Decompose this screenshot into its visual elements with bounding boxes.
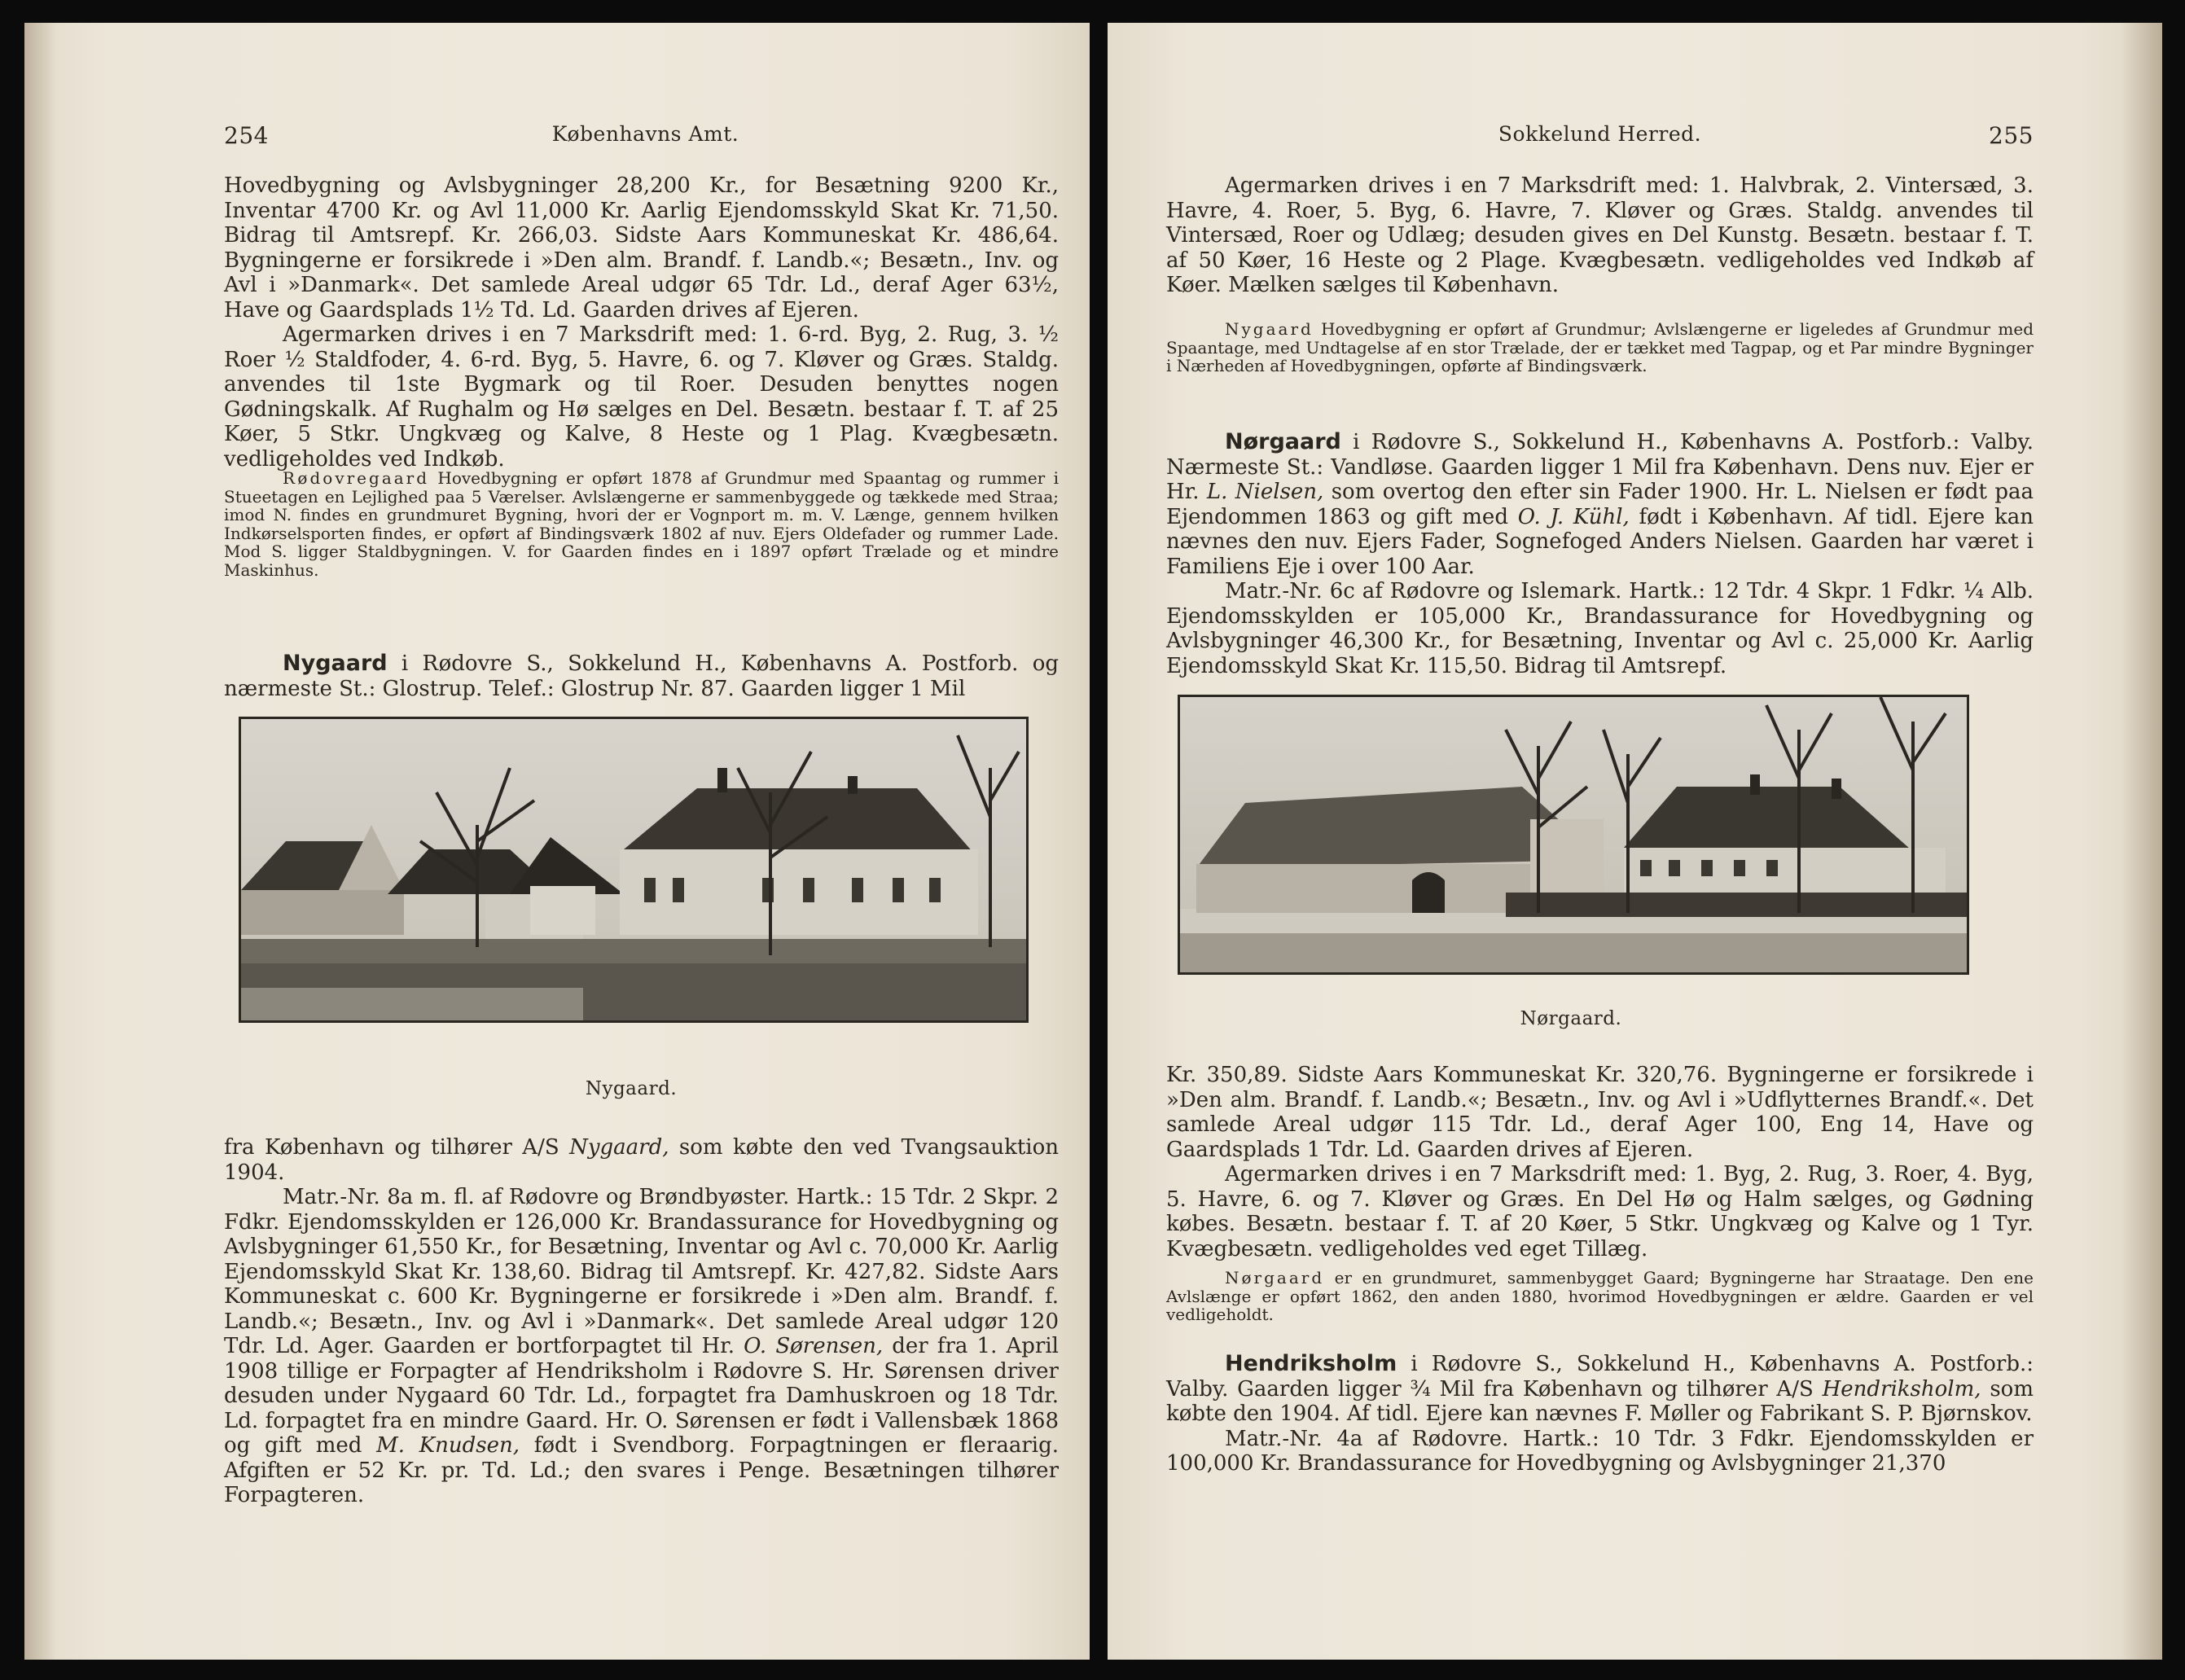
small-text: er en grundmuret, sammenbygget Gaard; Bygningerne har Straatage. Den ene Avlslænge er opført 1862, den anden 1880, hvorimod Hovedbygningen er ældre. Gaarden er vel vedligeholdt. bbox=[1166, 1268, 2034, 1324]
entry-heading-norgaard: Nørgaard bbox=[1225, 429, 1341, 454]
paragraph: Hovedbygning og Avlsbygninger 28,200 Kr., for Besætning 9200 Kr., Inventar 4700 Kr. og Avl 11,000 Kr. Aarlig Ejendomsskyld Skat Kr. 71,50. Bidrag til Amtsrepf. Kr. 266,03. Sidste Aars Kommuneskat Kr. 486,64. Bygningerne er forsikrede i »Den alm. Brandf. f. Landb.«; Besætn., Inv. og Avl i »Danmark«. Det samlede Areal udgør 65 Tdr. Ld., deraf Ager 63½, Have og Gaardsplads 1½ Td. Ld. Gaarden drives af Ejeren. bbox=[224, 173, 1059, 322]
norgaard-photo-illustration bbox=[1180, 697, 1967, 972]
text-run: født i København. Af tidl. Ejere kan nævnes den nuv. Ejers Fader, Sognefoged Anders Nielsen. Gaarden har været i Familiens Eje i over 100 Aar. bbox=[1166, 504, 2034, 579]
paragraph bbox=[1166, 1352, 2034, 1427]
small-text: Hovedbygning er opført af Grundmur; Avlslængerne er ligeledes af Grundmur med Spaantage, med Undtagelse af en stor Trælade, der er tækket med Tagpap, og et Par mindre Bygninger i Nærheden af Hovedbygningen, opførte af Bindingsværk. bbox=[1166, 319, 2034, 375]
right-text-block-2 bbox=[1166, 1063, 2034, 1261]
owner-name: Nygaard, bbox=[569, 1135, 669, 1160]
left-running-header bbox=[224, 122, 1067, 155]
paragraph bbox=[224, 1135, 1059, 1185]
small-paragraph bbox=[1166, 1269, 2034, 1324]
text-run: som overtog den efter sin Fader 1900. Hr. L. Nielsen er født paa Ejendommen 1863 og gift med bbox=[1166, 480, 2034, 529]
page-edge-shade bbox=[2121, 23, 2162, 1660]
small-paragraph bbox=[1166, 320, 2034, 375]
tenant-name: O. Sørensen, bbox=[744, 1334, 884, 1358]
small-lead: Nørgaard bbox=[1225, 1268, 1325, 1287]
nygaard-photo-caption: Nygaard. bbox=[585, 1078, 678, 1099]
paragraph: Agermarken drives i en 7 Marksdrift med: 1. 6-rd. Byg, 2. Rug, 3. ½ Roer ½ Staldfoder, 4. 6-rd. Byg, 5. Havre, 6. og 7. Kløver og Græs. Staldg. anvendes til 1ste Bygmark og til Roer. Desuden benyttes nogen Gødningskalk. Af Rughalm og Hø sælges en Del. Besætn. bestaar f. T. af 25 Køer, 5 Stkr. Ungkvæg og Kalve, 8 Heste og 1 Plag. Kvægbesætn. vedligeholdes ved Indkøb. bbox=[224, 322, 1059, 472]
text-run: fra København og tilhører A/S bbox=[224, 1135, 570, 1160]
paragraph bbox=[1166, 430, 2034, 579]
text-run: som købte den ved Tvangsauktion 1904. bbox=[224, 1135, 1059, 1185]
left-nygaard-entry bbox=[224, 651, 1059, 701]
right-page bbox=[1108, 23, 2162, 1660]
paragraph bbox=[224, 1185, 1059, 1508]
small-lead: Nygaard bbox=[1225, 319, 1314, 339]
text-run: i Rødovre S., Sokkelund H., Københavns A. Postforb.: Valby. Gaarden ligger ¾ Mil fra København og tilhører A/S bbox=[1166, 1352, 2034, 1401]
spouse-name: M. Knudsen, bbox=[376, 1433, 520, 1458]
left-page bbox=[24, 23, 1090, 1660]
small-paragraph bbox=[224, 469, 1059, 579]
nygaard-photo-illustration bbox=[241, 719, 1026, 1020]
owner-name: Hendriksholm, bbox=[1822, 1376, 1981, 1401]
left-running-head: Københavns Amt. bbox=[551, 122, 739, 146]
paragraph: Matr.-Nr. 6c af Rødovre og Islemark. Hartk.: 12 Tdr. 4 Skpr. 1 Fdkr. ¼ Alb. Ejendomsskylden er 105,000 Kr., Brandassurance for Hovedbygning og Avlsbygninger 46,300 Kr., for Besætning, Inventar og Avl c. 25,000 Kr. Aarlig Ejendomsskyld Skat Kr. 115,50. Bidrag til Amtsrepf. bbox=[1166, 579, 2034, 678]
right-page-number: 255 bbox=[1989, 122, 2034, 149]
right-small-note-1 bbox=[1166, 320, 2034, 375]
text-run: født i Svendborg. Forpagtningen er fleraarig. Afgiften er 52 Kr. pr. Td. Ld.; den svares i Penge. Besætningen tilhører Forpagteren. bbox=[224, 1433, 1060, 1507]
norgaard-photo bbox=[1178, 695, 1969, 975]
spouse-name: O. J. Kühl, bbox=[1517, 504, 1630, 529]
paragraph: Matr.-Nr. 4a af Rødovre. Hartk.: 10 Tdr. 3 Fdkr. Ejendomsskylden er 100,000 Kr. Brandassurance for Hovedbygning og Avlsbygninger 21,370 bbox=[1166, 1426, 2034, 1476]
right-text-block-1 bbox=[1166, 173, 2034, 298]
right-running-head: Sokkelund Herred. bbox=[1498, 122, 1702, 146]
nygaard-photo bbox=[239, 717, 1029, 1023]
right-small-note-2 bbox=[1166, 1269, 2034, 1324]
owner-name: L. Nielsen, bbox=[1206, 480, 1324, 504]
left-small-note bbox=[224, 469, 1059, 579]
small-lead: Rødovregaard bbox=[283, 468, 430, 488]
entry-heading-nygaard: Nygaard bbox=[283, 651, 388, 676]
paragraph: Agermarken drives i en 7 Marksdrift med: 1. Byg, 2. Rug, 3. Roer, 4. Byg, 5. Havre, 6. og 7. Kløver og Græs. En Del Hø og Halm sælges, og Gødning købes. Besætn. bestaar f. T. af 20 Køer, 5 Stkr. Ungkvæg og Kalve og 1 Tyr. Kvægbesætn. vedligeholdes ved eget Tillæg. bbox=[1166, 1162, 2034, 1261]
left-text-block-2 bbox=[224, 1135, 1059, 1508]
small-text: Hovedbygning er opført 1878 af Grundmur med Spaantag og rummer i Stueetagen en Lejlighed paa 5 Værelser. Avlslængerne er sammenbyggede og tækkede med Straa; imod N. findes en grundmuret Bygning, hvori der er Vognport m. m. V. Længe, gennem hvilken Indkørselsporten findes, er opført af Bindingsværk 1802 af nuv. Ejers Oldefader og rummer Lade. Mod S. ligger Staldbygningen. V. for Gaarden findes en i 1897 opført Trælade og et mindre Maskinhus. bbox=[224, 468, 1059, 580]
entry-intro: i Rødovre S., Sokkelund H., Københavns A. Postforb. og nærmeste St.: Glostrup. Telef.: Glostrup Nr. 87. Gaarden ligger 1 Mil bbox=[224, 651, 1059, 701]
right-running-header bbox=[1166, 122, 2034, 155]
page-edge-shade bbox=[24, 23, 57, 1660]
text-run: der fra 1. April 1908 tillige er Forpagter af Hendriksholm i Rødovre S. Hr. Sørensen driver desuden under Nygaard 60 Tdr. Ld., forpagtet fra Damhuskroen og 18 Tdr. Ld. forpagtet fra en mindre Gaard. Hr. O. Sørensen er født i Vallensbæk 1868 og gift med bbox=[224, 1334, 1059, 1458]
right-hendriksholm-entry bbox=[1166, 1352, 2034, 1476]
left-page-number: 254 bbox=[224, 122, 269, 149]
paragraph bbox=[224, 651, 1059, 701]
right-norgaard-entry bbox=[1166, 430, 2034, 678]
text-run: som købte den 1904. Af tidl. Ejere kan nævnes F. Møller og Fabrikant S. P. Bjørnskov. bbox=[1166, 1376, 2034, 1426]
text-run: i Rødovre S., Sokkelund H., Københavns A. Postforb.: Valby. Nærmeste St.: Vandløse. Gaarden ligger 1 Mil fra København. Dens nuv. Ejer er Hr. bbox=[1166, 430, 2034, 504]
paragraph: Agermarken drives i en 7 Marksdrift med: 1. Halvbrak, 2. Vintersæd, 3. Havre, 4. Roer, 5. Byg, 6. Havre, 7. Kløver og Græs. Staldg. anvendes til Vintersæd, Roer og Udlæg; desuden gives en Del Kunstg. Besætn. bestaar f. T. af 50 Køer, 16 Heste og 2 Plage. Kvægbesætn. vedligeholdes ved Indkøb af Køer. Mælken sælges til København. bbox=[1166, 173, 2034, 297]
left-text-block-1 bbox=[224, 173, 1059, 472]
norgaard-photo-caption: Nørgaard. bbox=[1520, 1008, 1622, 1029]
entry-heading-hendriksholm: Hendriksholm bbox=[1225, 1351, 1397, 1376]
text-run: Matr.-Nr. 8a m. fl. af Rødovre og Brøndbyøster. Hartk.: 15 Tdr. 2 Skpr. 2 Fdkr. Ejendomsskylden er 126,000 Kr. Brandassurance for Hovedbygning og Avlsbygninger 61,550 Kr., for Besætning, Inventar og Avl c. 70,000 Kr. Aarlig Ejendomsskyld Skat Kr. 138,60. Bidrag til Amtsrepf. Kr. 427,82. Sidste Aars Kommuneskat c. 600 Kr. Bygningerne er forsikrede i »Den alm. Brandf. f. Landb.«; Besætn., Inv. og Avl i »Danmark«. Det samlede Areal udgør 120 Tdr. Ld. Ager. Gaarden er bortforpagtet til Hr. bbox=[224, 1185, 1059, 1358]
paragraph: Kr. 350,89. Sidste Aars Kommuneskat Kr. 320,76. Bygningerne er forsikrede i »Den alm. Brandf. f. Landb.«; Besætn., Inv. og Avl i »Udflytternes Brandf.«. Det samlede Areal udgør 115 Tdr. Ld., deraf Ager 100, Eng 14, Have og Gaardsplads 1 Tdr. Ld. Gaarden drives af Ejeren. bbox=[1166, 1063, 2034, 1162]
